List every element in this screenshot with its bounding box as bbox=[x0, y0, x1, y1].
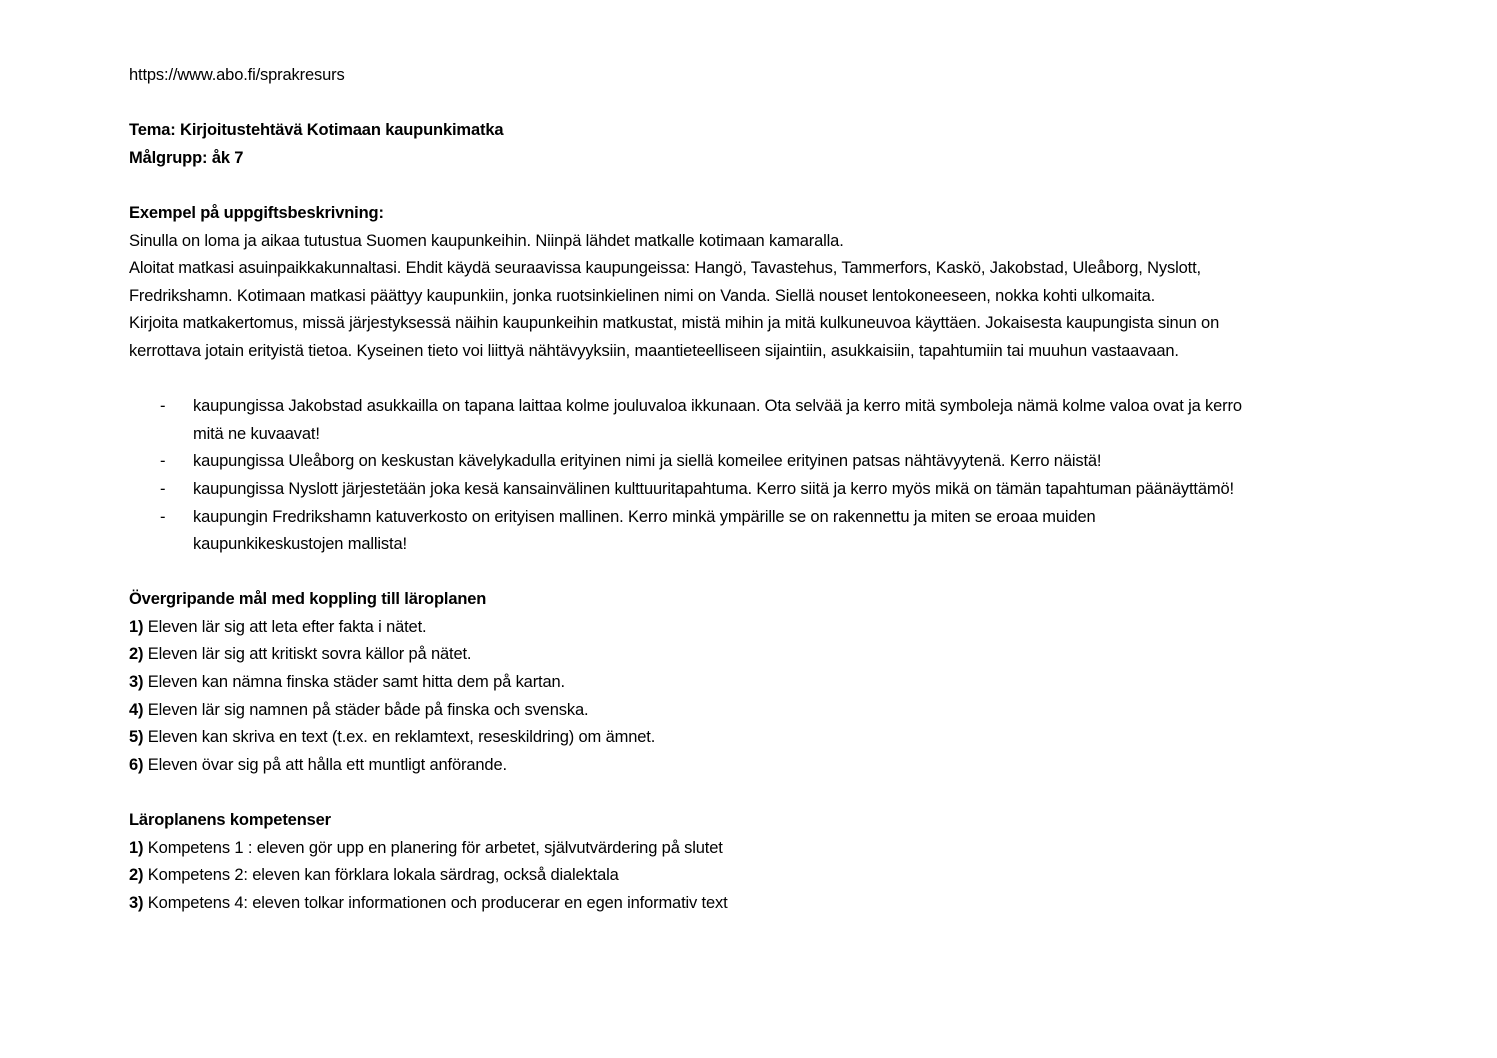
competence-text: Kompetens 4: eleven tolkar informationen och producerar en egen informativ text bbox=[143, 893, 728, 912]
bullet-dash: - bbox=[160, 479, 166, 498]
goal-item bbox=[129, 724, 1379, 752]
competence-item bbox=[129, 862, 1379, 890]
bullet-text-continued: mitä ne kuvaavat! bbox=[193, 424, 320, 443]
task-paragraph: Kirjoita matkakertomus, missä järjestyksessä näihin kaupunkeihin matkustat, mistä mihin ja mitä kulkuneuvoa käyttäen. Jokaisesta kaupungista sinun on bbox=[129, 314, 1220, 333]
task-bullet-list bbox=[129, 393, 1379, 559]
competence-item bbox=[129, 890, 1379, 918]
spacer bbox=[129, 90, 1379, 118]
bullet-text: kaupungin Fredrikshamn katuverkosto on erityisen mallinen. Kerro minkä ympärille se on rakennettu ja miten se eroaa muiden bbox=[193, 507, 1096, 526]
goal-number: 2) bbox=[129, 645, 144, 664]
document-page bbox=[129, 62, 1379, 917]
task-heading: Exempel på uppgiftsbeskrivning: bbox=[129, 203, 384, 222]
goal-item bbox=[129, 752, 1379, 780]
list-item bbox=[129, 476, 1379, 504]
goal-number: 4) bbox=[129, 700, 144, 719]
task-paragraph: Fredrikshamn. Kotimaan matkasi päättyy kaupunkiin, jonka ruotsinkielinen nimi on Vanda. Siellä nouset lentokoneeseen, nokka kohti ulkomaita. bbox=[129, 286, 1156, 305]
goal-text: Eleven lär sig att kritiskt sovra källor på nätet. bbox=[143, 645, 472, 664]
malgrupp-heading: Målgrupp: åk 7 bbox=[129, 148, 244, 167]
competence-text: Kompetens 2: eleven kan förklara lokala särdrag, också dialektala bbox=[143, 866, 619, 885]
competence-number: 3) bbox=[129, 893, 144, 912]
goal-number: 1) bbox=[129, 617, 144, 636]
spacer bbox=[129, 779, 1379, 807]
bullet-text: kaupungissa Uleåborg on keskustan kävelykadulla erityinen nimi ja siellä komeilee erityinen patsas nähtävyytenä. Kerro näistä! bbox=[193, 452, 1102, 471]
competence-text: Kompetens 1 : eleven gör upp en planering för arbetet, självutvärdering på slutet bbox=[143, 838, 723, 857]
task-paragraph: kerrottava jotain erityistä tietoa. Kyseinen tieto voi liittyä nähtävyyksiin, maantieteelliseen sijaintiin, asukkaisiin, tapahtumiin tai muuhun vastaavaan. bbox=[129, 341, 1179, 360]
goal-text: Eleven lär sig att leta efter fakta i nätet. bbox=[143, 617, 427, 636]
competences-heading: Läroplanens kompetenser bbox=[129, 811, 331, 830]
task-paragraph: Sinulla on loma ja aikaa tutustua Suomen kaupunkeihin. Niinpä lähdet matkalle kotimaan kamaralla. bbox=[129, 231, 844, 250]
goal-item bbox=[129, 641, 1379, 669]
competence-number: 2) bbox=[129, 866, 144, 885]
bullet-text: kaupungissa Jakobstad asukkailla on tapana laittaa kolme jouluvaloa ikkunaan. Ota selvää ja kerro mitä symboleja nämä kolme valoa ovat ja kerro bbox=[193, 397, 1242, 416]
goal-text: Eleven kan nämna finska städer samt hitta dem på kartan. bbox=[143, 673, 565, 692]
task-paragraph: Aloitat matkasi asuinpaikkakunnaltasi. Ehdit käydä seuraavissa kaupungeissa: Hangö, Tavastehus, Tammerfors, Kaskö, Jakobstad, Uleåborg, Nyslott, bbox=[129, 259, 1201, 278]
bullet-text: kaupungissa Nyslott järjestetään joka kesä kansainvälinen kulttuuritapahtuma. Kerro siitä ja kerro myös mikä on tämän tapahtuman päänäyttämö! bbox=[193, 479, 1234, 498]
bullet-text-continued: kaupunkikeskustojen mallista! bbox=[193, 535, 407, 554]
spacer bbox=[129, 559, 1379, 587]
goal-number: 6) bbox=[129, 755, 144, 774]
list-item bbox=[129, 448, 1379, 476]
competence-item bbox=[129, 835, 1379, 863]
goal-text: Eleven kan skriva en text (t.ex. en reklamtext, reseskildring) om ämnet. bbox=[143, 728, 656, 747]
goals-heading: Övergripande mål med koppling till läroplanen bbox=[129, 590, 487, 609]
goal-number: 5) bbox=[129, 728, 144, 747]
bullet-dash: - bbox=[160, 397, 166, 416]
competence-number: 1) bbox=[129, 838, 144, 857]
goal-item bbox=[129, 697, 1379, 725]
spacer bbox=[129, 172, 1379, 200]
bullet-dash: - bbox=[160, 507, 166, 526]
goal-text: Eleven lär sig namnen på städer både på finska och svenska. bbox=[143, 700, 589, 719]
spacer bbox=[129, 366, 1379, 394]
goal-text: Eleven övar sig på att hålla ett muntligt anförande. bbox=[143, 755, 507, 774]
goal-item bbox=[129, 614, 1379, 642]
list-item bbox=[129, 393, 1379, 448]
bullet-dash: - bbox=[160, 452, 166, 471]
list-item bbox=[129, 504, 1379, 559]
tema-heading: Tema: Kirjoitustehtävä Kotimaan kaupunkimatka bbox=[129, 121, 504, 140]
goal-item bbox=[129, 669, 1379, 697]
goal-number: 3) bbox=[129, 673, 144, 692]
source-url: https://www.abo.fi/sprakresurs bbox=[129, 66, 345, 84]
